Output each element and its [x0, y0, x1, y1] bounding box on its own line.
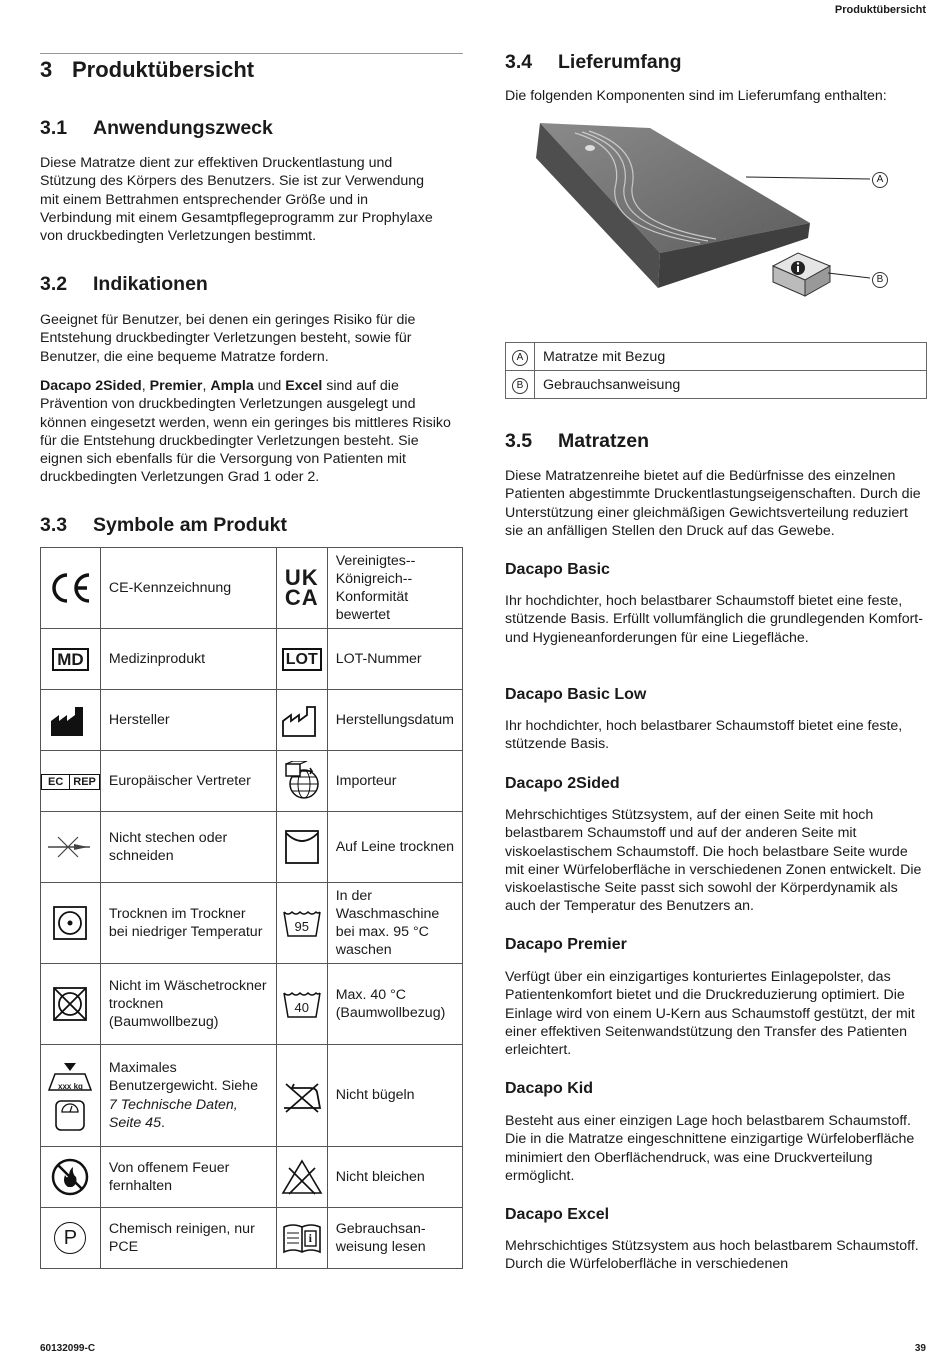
- symbol-label: Medizinprodukt: [100, 629, 276, 690]
- max-weight-icon: xxx kg: [41, 1045, 101, 1147]
- callout-a: A: [872, 172, 888, 188]
- table-row: [41, 629, 463, 690]
- read-ifu-icon: i: [276, 1208, 327, 1269]
- table-row: [41, 1147, 463, 1208]
- ec-rep-icon: EC REP: [41, 751, 101, 812]
- wash-40-icon: 40: [276, 964, 327, 1045]
- symbol-label: Gebrauchsan-weisung lesen: [327, 1208, 462, 1269]
- table-row: [506, 343, 927, 371]
- wash-95-icon: 95: [276, 883, 327, 964]
- ukca-mark-icon: UK CA: [276, 548, 327, 629]
- callout-b: B: [872, 272, 888, 288]
- product-heading: Dacapo Basic Low: [505, 686, 647, 703]
- no-fire-icon: [41, 1147, 101, 1208]
- item-letter: A: [512, 350, 528, 366]
- product-text: Verfügt über ein einzigartiges konturiertes Einlagepolster, das Patientenkomfort bietet und die Druckreduzierung optimiert. Die Einlage wird von einem U-Kern aus Schaumstoff gestützt, der mit einer effektiven Seitenwandstützung den Transfer des Patienten erleichtert.: [505, 969, 915, 1059]
- line-dry-icon: [276, 812, 327, 883]
- symbol-label: Max. 40 °C (Baumwollbezug): [327, 964, 462, 1045]
- no-bleach-icon: [276, 1147, 327, 1208]
- running-header: Produktübersicht: [834, 4, 926, 16]
- lot-icon: LOT: [276, 629, 327, 690]
- section-3-3-heading: 3.3 Symbole am Produkt: [40, 514, 287, 536]
- manufacture-date-icon: [276, 690, 327, 751]
- no-tumble-dry-icon: [41, 964, 101, 1045]
- section-3-heading: 3 Produktübersicht: [40, 57, 255, 82]
- product-heading: Dacapo Kid: [505, 1080, 594, 1097]
- symbol-label: Auf Leine trocknen: [327, 812, 462, 883]
- importer-icon: [276, 751, 327, 812]
- table-row: [41, 690, 463, 751]
- symbol-label: LOT-Nummer: [327, 629, 462, 690]
- product-heading: Dacapo 2Sided: [505, 775, 620, 792]
- product-heading: Dacapo Basic: [505, 561, 610, 578]
- table-row: [41, 1045, 463, 1147]
- page-number: 39: [914, 1343, 926, 1354]
- section-3-4-heading: 3.4 Lieferumfang: [505, 51, 682, 73]
- product-text: Besteht aus einer einzigen Lage hoch belastbarem Schaumstoff. Die in die Matratze eingeschnittene einzigartige Würfeloberfläche minimiert den Oberflächendruck, was eine Druckverteilung ermöglicht.: [505, 1113, 915, 1184]
- ce-mark-icon: [41, 548, 101, 629]
- section-3-4-intro: Die folgenden Komponenten sind im Lieferumfang enthalten:: [505, 88, 887, 104]
- no-cut-icon: [41, 812, 101, 883]
- product-heading: Dacapo Excel: [505, 1206, 610, 1223]
- table-row: [41, 964, 463, 1045]
- symbol-label: Von offenem Feuer fernhalten: [100, 1147, 276, 1208]
- symbol-label: CE-Kennzeichnung: [100, 548, 276, 629]
- symbol-label: In der Waschmaschine bei max. 95 °C waschen: [327, 883, 462, 964]
- table-row: [41, 548, 463, 629]
- symbol-label: Nicht bügeln: [327, 1045, 462, 1147]
- item-label: Matratze mit Bezug: [535, 343, 927, 371]
- manufacturer-icon: [41, 690, 101, 751]
- section-3-2-products-text: Dacapo 2Sided, Premier, Ampla und Excel sind auf die Prävention von druckbedingten Verletzungen ausgelegt und können eingesetzt werden, wenn ein geringes bis mittleres Risiko für die Entstehung druckbedingter Verletzungen besteht. Sie eignen sich ebenfalls für die Versorgung von Patienten mit druckbedingten Verletzungen Grad 1 oder 2.: [40, 378, 451, 486]
- table-row: [41, 812, 463, 883]
- symbol-label: Nicht stechen oder schneiden: [100, 812, 276, 883]
- document-number: 60132099-C: [40, 1343, 96, 1354]
- symbol-label: Importeur: [327, 751, 462, 812]
- symbol-label: Maximales Benutzergewicht. Siehe 7 Technische Daten, Seite 45.: [100, 1045, 276, 1147]
- symbol-label: Trocknen im Trockner bei niedriger Temperatur: [100, 883, 276, 964]
- table-row: [41, 751, 463, 812]
- symbol-label: Hersteller: [100, 690, 276, 751]
- no-iron-icon: [276, 1045, 327, 1147]
- section-3-1-heading: 3.1 Anwendungszweck: [40, 117, 273, 139]
- section-3-2-text: Geeignet für Benutzer, bei denen ein geringes Risiko für die Entstehung druckbedingter Verletzungen besteht, sowie für Benutzer, die eine bequeme Matratze fordern.: [40, 312, 416, 365]
- product-text: Mehrschichtiges Stützsystem, auf der einen Seite mit hoch belastbarem Schaumstoff und auf der anderen Seite mit viskoelastischem Schaumstoff. Die hoch belastbare Seite wurde mit einer Würfeloberfläche in verschiedenen Zonen entwickelt. Die viskoelastische Seite passt sich sowohl der Körperdynamik als auch der Temperatur des Benutzers an.: [505, 807, 922, 915]
- symbols-table: [40, 547, 463, 1269]
- product-heading: Dacapo Premier: [505, 936, 627, 953]
- section-3-1-text: Diese Matratze dient zur effektiven Druckentlastung und Stützung des Körpers des Benutzers. Sie ist zur Verwendung mit einem Bettrahmen entsprechender Größe und in Verbindung mit einem Gesamtpflegeprogramm zur Prophylaxe von druckbedingten Verletzungen bestimmt.: [40, 155, 433, 245]
- table-row: [41, 883, 463, 964]
- item-label: Gebrauchsanweisung: [535, 371, 927, 399]
- symbol-label: Nicht bleichen: [327, 1147, 462, 1208]
- dry-clean-p-icon: P: [41, 1208, 101, 1269]
- table-row: [41, 1208, 463, 1269]
- section-3-5-intro: Diese Matratzenreihe bietet auf die Bedürfnisse des einzelnen Patienten abgestimmte Druckentlastungseigenschaften. Durch die Unterstützung einer gleichmäßigen Gewichtsverteilung reduziert sie an anfälligen Stellen den Druck auf das Gewebe.: [505, 468, 921, 539]
- scope-of-delivery-table: [505, 342, 927, 399]
- product-text: Ihr hochdichter, hoch belastbarer Schaumstoff bietet eine feste, stützende Basis.: [505, 718, 903, 753]
- section-3-5-heading: 3.5 Matratzen: [505, 430, 650, 452]
- symbol-label: Vereinigtes--Königreich--Konformität bewertet: [327, 548, 462, 629]
- section-3-2-heading: 3.2 Indikationen: [40, 273, 208, 295]
- symbol-label: Chemisch reinigen, nur PCE: [100, 1208, 276, 1269]
- product-text: Mehrschichtiges Stützsystem aus hoch belastbarem Schaumstoff. Durch die Würfeloberfläche in verschiedenen: [505, 1238, 919, 1273]
- symbol-label: Herstellungsdatum: [327, 690, 462, 751]
- section-rule: [40, 53, 463, 54]
- table-row: [506, 371, 927, 399]
- md-icon: MD: [41, 629, 101, 690]
- tumble-dry-low-icon: [41, 883, 101, 964]
- product-text: Ihr hochdichter, hoch belastbarer Schaumstoff bietet eine feste, stützende Basis. Erfüllt vollumfänglich die grundlegenden Komfort- und Hygieneanforderungen für eine Liegefläche.: [505, 593, 923, 646]
- item-letter: B: [512, 378, 528, 394]
- mattress-illustration: [530, 118, 930, 313]
- symbol-label: Nicht im Wäschetrockner trocknen (Baumwollbezug): [100, 964, 276, 1045]
- symbol-label: Europäischer Vertreter: [100, 751, 276, 812]
